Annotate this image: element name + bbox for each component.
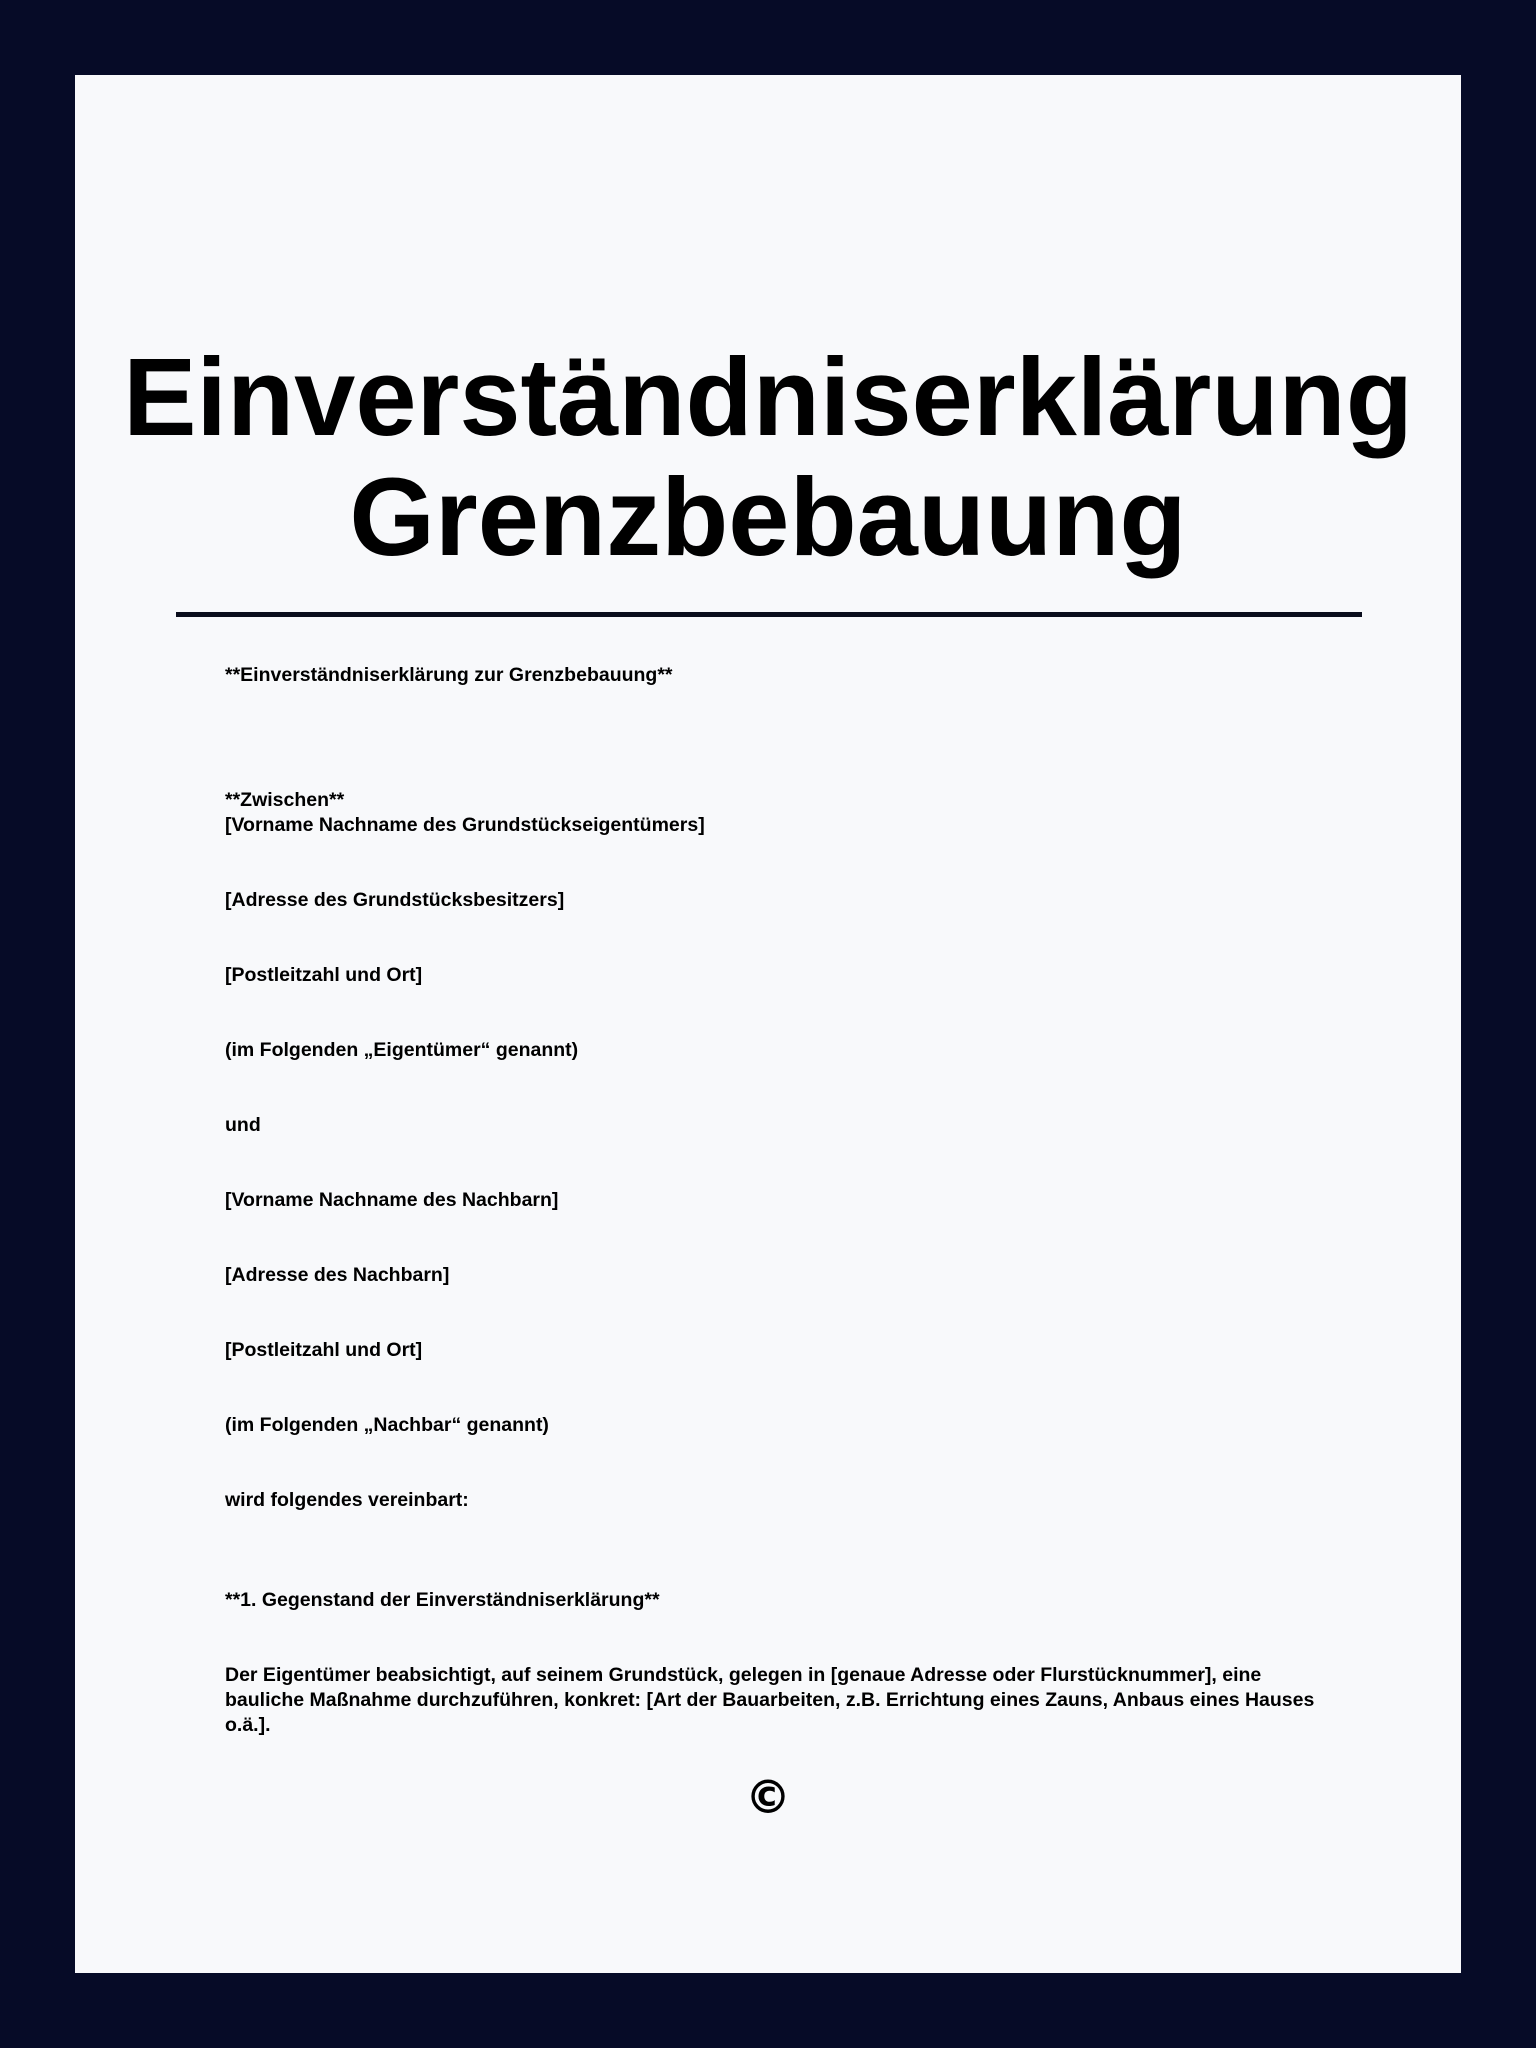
document-page [75, 75, 1461, 1973]
section-1-text-line-1: Der Eigentümer beabsichtigt, auf seinem Grundstück, gelegen in [genaue Adresse oder Flurstücknummer], eine [225, 1664, 1262, 1686]
neighbor-name: [Vorname Nachname des Nachbarn] [225, 1189, 559, 1211]
between-label: **Zwischen** [225, 789, 345, 811]
neighbor-alias: (im Folgenden „Nachbar“ genannt) [225, 1414, 549, 1436]
neighbor-address: [Adresse des Nachbarn] [225, 1264, 450, 1286]
and-label: und [225, 1114, 261, 1136]
owner-city: [Postleitzahl und Ort] [225, 964, 423, 986]
section-1-heading: **1. Gegenstand der Einverständniserklärung** [225, 1589, 660, 1611]
body-heading: **Einverständniserklärung zur Grenzbebauung** [225, 664, 673, 686]
section-1-text-line-2: bauliche Maßnahme durchzuführen, konkret: [Art der Bauarbeiten, z.B. Errichtung eines Zauns, Anbaus eines Hauses [225, 1689, 1315, 1711]
section-1-text-line-3: o.ä.]. [225, 1714, 271, 1736]
title-divider [176, 612, 1362, 617]
neighbor-city: [Postleitzahl und Ort] [225, 1339, 423, 1361]
owner-name: [Vorname Nachname des Grundstückseigentümers] [225, 814, 705, 836]
copyright-icon: © [745, 1770, 791, 1824]
owner-alias: (im Folgenden „Eigentümer“ genannt) [225, 1039, 579, 1061]
title-line-1: Einverständniserklärung [123, 336, 1413, 459]
owner-address: [Adresse des Grundstücksbesitzers] [225, 889, 565, 911]
title-line-2: Grenzbebauung [349, 456, 1187, 579]
agreement-intro: wird folgendes vereinbart: [225, 1489, 469, 1511]
document-title [75, 338, 1461, 578]
